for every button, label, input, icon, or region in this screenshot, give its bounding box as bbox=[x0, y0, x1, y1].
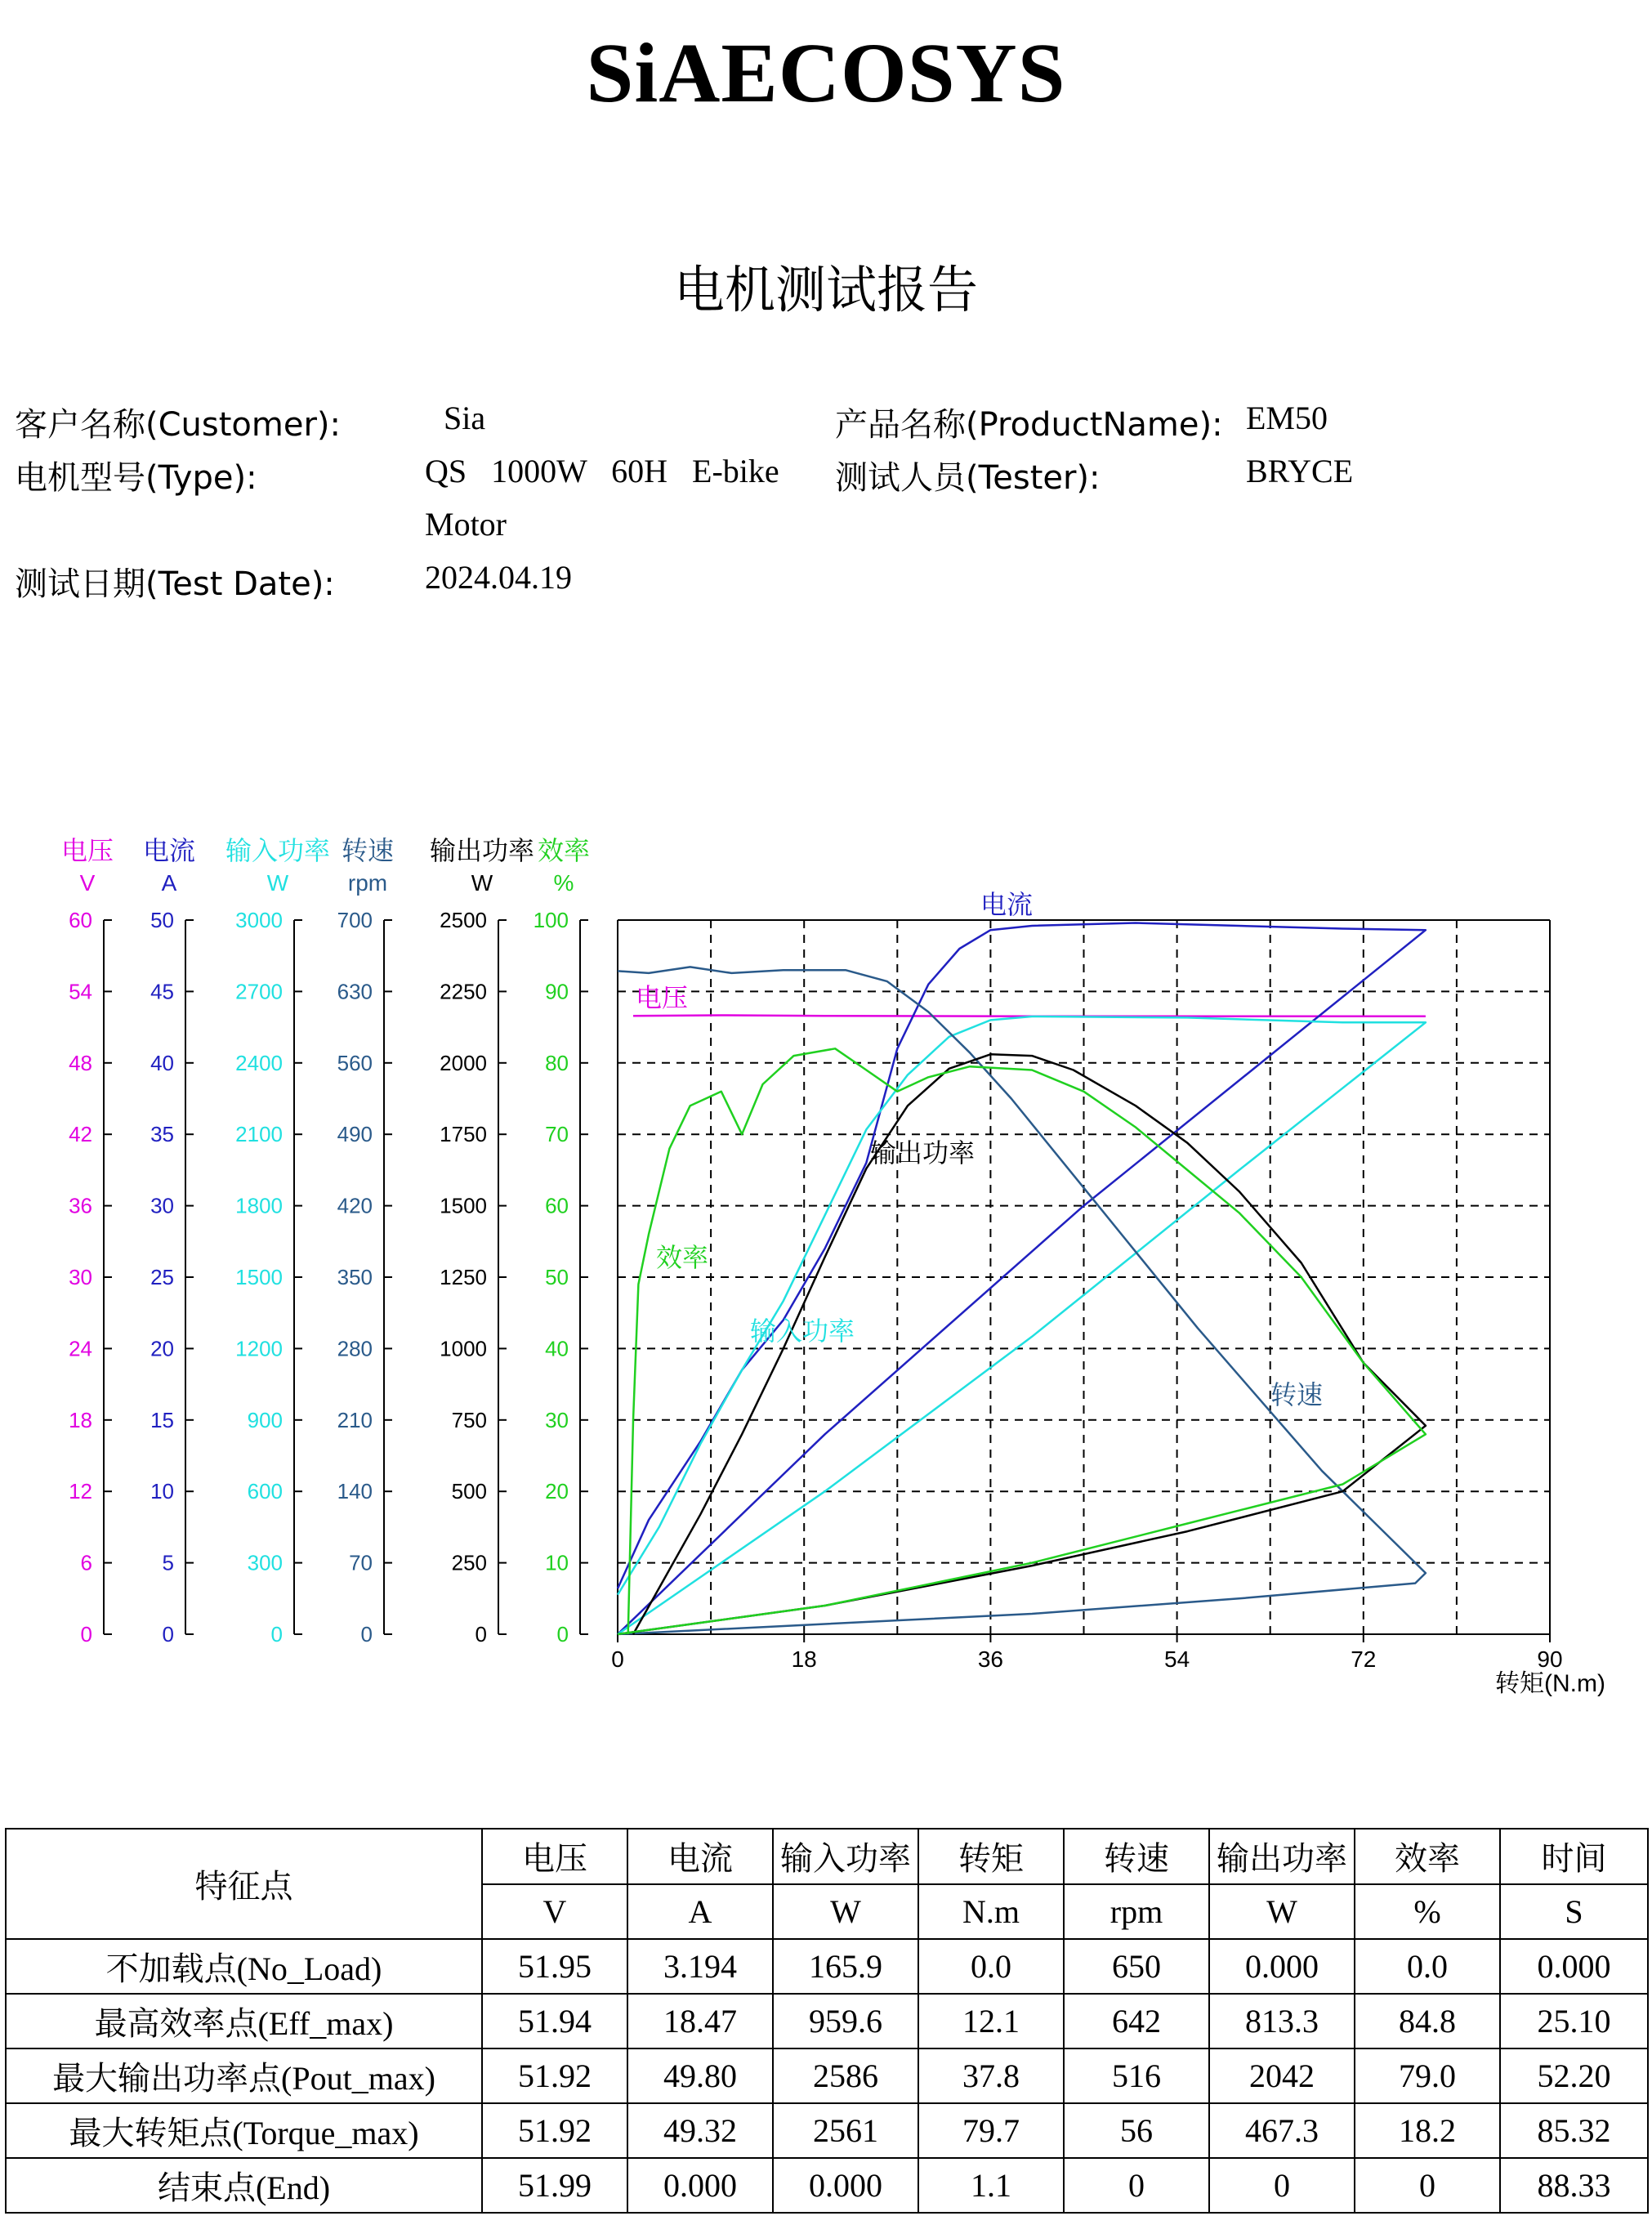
table-header-time: 时间 bbox=[1500, 1829, 1648, 1884]
table-cell: 0 bbox=[1355, 2158, 1500, 2213]
y-tick-label: 1500 bbox=[235, 1265, 283, 1289]
table-unit-voltage: V bbox=[482, 1884, 627, 1940]
curve-label: 输出功率 bbox=[870, 1138, 976, 1168]
y-tick-label: 0 bbox=[475, 1622, 487, 1646]
table-header-efficiency: 效率 bbox=[1355, 1829, 1500, 1884]
y-tick-label: 300 bbox=[247, 1550, 283, 1575]
table-row bbox=[6, 1994, 1648, 2048]
x-tick-label: 72 bbox=[1351, 1646, 1377, 1672]
table-cell: 0.000 bbox=[773, 2158, 918, 2213]
table-cell: 642 bbox=[1064, 1994, 1209, 2048]
table-cell: 0 bbox=[1064, 2158, 1209, 2213]
y-tick-label: 25 bbox=[150, 1265, 174, 1289]
y-tick-label: 2000 bbox=[440, 1050, 487, 1075]
table-unit-efficiency: % bbox=[1355, 1884, 1500, 1940]
y-tick-label: 45 bbox=[150, 979, 174, 1004]
table-header-names-row bbox=[6, 1829, 1648, 1884]
table-cell: 516 bbox=[1064, 2048, 1209, 2103]
tester-label: 测试人员(Tester): bbox=[835, 459, 1101, 497]
product-label: 产品名称(ProductName): bbox=[835, 406, 1223, 444]
table-cell: 85.32 bbox=[1500, 2103, 1648, 2158]
table-header-output-power: 输出功率 bbox=[1209, 1829, 1355, 1884]
y-axis-name: 输入功率 bbox=[225, 836, 331, 865]
y-tick-label: 10 bbox=[545, 1550, 569, 1575]
row-label: 结束点(End) bbox=[6, 2158, 482, 2213]
motor-performance-chart bbox=[0, 817, 1652, 1716]
table-cell: 51.92 bbox=[482, 2103, 627, 2158]
y-tick-label: 140 bbox=[337, 1479, 373, 1504]
curve-label: 转速 bbox=[1270, 1380, 1324, 1410]
y-tick-label: 5 bbox=[162, 1550, 174, 1575]
y-tick-label: 30 bbox=[545, 1407, 569, 1432]
y-tick-label: 700 bbox=[337, 908, 373, 932]
y-tick-label: 60 bbox=[69, 908, 92, 932]
type-value-line1: QS 1000W 60H E-bike bbox=[425, 453, 779, 489]
y-tick-label: 40 bbox=[150, 1050, 174, 1075]
test-date-value: 2024.04.19 bbox=[425, 559, 572, 596]
x-tick-label: 18 bbox=[791, 1646, 817, 1672]
series-line bbox=[618, 1048, 1426, 1634]
series-line bbox=[618, 967, 1426, 1634]
curve-label: 电流 bbox=[980, 890, 1034, 919]
x-tick-label: 54 bbox=[1164, 1646, 1190, 1672]
curve-label: 效率 bbox=[656, 1243, 709, 1272]
table-header-feature: 特征点 bbox=[6, 1829, 482, 1939]
table-unit-time: S bbox=[1500, 1884, 1648, 1940]
table-cell: 0.0 bbox=[1355, 1939, 1500, 1994]
y-tick-label: 48 bbox=[69, 1050, 92, 1075]
y-tick-label: 24 bbox=[69, 1336, 92, 1361]
y-tick-label: 600 bbox=[247, 1479, 283, 1504]
x-tick-label: 90 bbox=[1537, 1646, 1563, 1672]
table-unit-output-power: W bbox=[1209, 1884, 1355, 1940]
y-tick-label: 36 bbox=[69, 1193, 92, 1218]
y-tick-label: 900 bbox=[247, 1407, 283, 1432]
table-cell: 84.8 bbox=[1355, 1994, 1500, 2048]
y-tick-label: 0 bbox=[270, 1622, 283, 1646]
table-cell: 813.3 bbox=[1209, 1994, 1355, 2048]
table-row bbox=[6, 2103, 1648, 2158]
y-tick-label: 1750 bbox=[440, 1122, 487, 1147]
x-tick-label: 36 bbox=[977, 1646, 1003, 1672]
table-cell: 18.47 bbox=[627, 1994, 773, 2048]
y-axis-unit: rpm bbox=[347, 870, 388, 896]
y-tick-label: 0 bbox=[162, 1622, 174, 1646]
y-tick-label: 70 bbox=[545, 1122, 569, 1147]
y-tick-label: 2250 bbox=[440, 979, 487, 1004]
table-cell: 88.33 bbox=[1500, 2158, 1648, 2213]
x-tick-label: 0 bbox=[611, 1646, 624, 1672]
row-label: 最大输出功率点(Pout_max) bbox=[6, 2048, 482, 2103]
row-label: 最大转矩点(Torque_max) bbox=[6, 2103, 482, 2158]
table-cell: 0 bbox=[1209, 2158, 1355, 2213]
product-value: EM50 bbox=[1246, 400, 1328, 436]
y-axis-unit: A bbox=[161, 870, 177, 896]
y-tick-label: 20 bbox=[150, 1336, 174, 1361]
y-tick-label: 30 bbox=[69, 1265, 92, 1289]
table-cell: 0.000 bbox=[1209, 1939, 1355, 1994]
table-cell: 52.20 bbox=[1500, 2048, 1648, 2103]
curve-label: 输入功率 bbox=[750, 1316, 855, 1346]
y-tick-label: 2700 bbox=[235, 979, 283, 1004]
table-cell: 56 bbox=[1064, 2103, 1209, 2158]
y-tick-label: 10 bbox=[150, 1479, 174, 1504]
table-cell: 959.6 bbox=[773, 1994, 918, 2048]
y-tick-label: 20 bbox=[545, 1479, 569, 1504]
table-row bbox=[6, 1939, 1648, 1994]
y-tick-label: 0 bbox=[556, 1622, 569, 1646]
y-tick-label: 210 bbox=[337, 1407, 373, 1432]
table-cell: 467.3 bbox=[1209, 2103, 1355, 2158]
y-tick-label: 500 bbox=[451, 1479, 487, 1504]
table-cell: 2561 bbox=[773, 2103, 918, 2158]
row-label: 最高效率点(Eff_max) bbox=[6, 1994, 482, 2048]
y-tick-label: 3000 bbox=[235, 908, 283, 932]
type-value-line2: Motor bbox=[425, 506, 507, 543]
y-tick-label: 2500 bbox=[440, 908, 487, 932]
y-tick-label: 630 bbox=[337, 979, 373, 1004]
table-cell: 2586 bbox=[773, 2048, 918, 2103]
table-cell: 25.10 bbox=[1500, 1994, 1648, 2048]
table-header-input-power: 输入功率 bbox=[773, 1829, 918, 1884]
y-tick-label: 490 bbox=[337, 1122, 373, 1147]
y-tick-label: 35 bbox=[150, 1122, 174, 1147]
curve-label: 电压 bbox=[636, 983, 689, 1012]
series-line bbox=[618, 923, 1426, 1635]
table-cell: 0.000 bbox=[627, 2158, 773, 2213]
y-axis-unit: W bbox=[471, 870, 493, 896]
y-tick-label: 2100 bbox=[235, 1122, 283, 1147]
customer-value: Sia bbox=[444, 400, 486, 436]
y-tick-label: 0 bbox=[360, 1622, 373, 1646]
y-tick-label: 80 bbox=[545, 1050, 569, 1075]
y-axis-name: 输出功率 bbox=[429, 836, 535, 865]
y-tick-label: 60 bbox=[545, 1193, 569, 1218]
table-header-current: 电流 bbox=[627, 1829, 773, 1884]
table-cell: 49.32 bbox=[627, 2103, 773, 2158]
y-tick-label: 420 bbox=[337, 1193, 373, 1218]
y-axis-name: 效率 bbox=[537, 836, 591, 865]
y-tick-label: 90 bbox=[545, 979, 569, 1004]
report-title: 电机测试报告 bbox=[673, 260, 978, 319]
table-cell: 51.92 bbox=[482, 2048, 627, 2103]
y-axis-unit: % bbox=[553, 870, 574, 896]
y-tick-label: 100 bbox=[533, 908, 569, 932]
customer-label: 客户名称(Customer): bbox=[15, 406, 341, 444]
table-cell: 79.0 bbox=[1355, 2048, 1500, 2103]
table-cell: 650 bbox=[1064, 1939, 1209, 1994]
y-tick-label: 350 bbox=[337, 1265, 373, 1289]
y-tick-label: 1800 bbox=[235, 1193, 283, 1218]
table-cell: 2042 bbox=[1209, 2048, 1355, 2103]
y-tick-label: 1250 bbox=[440, 1265, 487, 1289]
y-tick-label: 18 bbox=[69, 1407, 92, 1432]
y-axis-unit: V bbox=[79, 870, 96, 896]
y-tick-label: 6 bbox=[80, 1550, 92, 1575]
y-tick-label: 30 bbox=[150, 1193, 174, 1218]
y-tick-label: 54 bbox=[69, 979, 92, 1004]
table-cell: 0.000 bbox=[1500, 1939, 1648, 1994]
y-tick-label: 560 bbox=[337, 1050, 373, 1075]
table-cell: 165.9 bbox=[773, 1939, 918, 1994]
test-date-label: 测试日期(Test Date): bbox=[15, 565, 335, 603]
x-axis-label: 转矩(N.m) bbox=[1495, 1670, 1605, 1697]
tester-value: BRYCE bbox=[1246, 453, 1354, 489]
y-axis-unit: W bbox=[266, 870, 289, 896]
row-label: 不加载点(No_Load) bbox=[6, 1939, 482, 1994]
y-tick-label: 1200 bbox=[235, 1336, 283, 1361]
table-cell: 12.1 bbox=[918, 1994, 1064, 2048]
table-cell: 1.1 bbox=[918, 2158, 1064, 2213]
y-tick-label: 40 bbox=[545, 1336, 569, 1361]
feature-points-table bbox=[5, 1828, 1649, 2214]
series-line bbox=[618, 1016, 1426, 1634]
table-cell: 3.194 bbox=[627, 1939, 773, 1994]
table-cell: 51.99 bbox=[482, 2158, 627, 2213]
y-axis-name: 电流 bbox=[142, 836, 196, 865]
y-tick-label: 1000 bbox=[440, 1336, 487, 1361]
y-tick-label: 2400 bbox=[235, 1050, 283, 1075]
y-tick-label: 1500 bbox=[440, 1193, 487, 1218]
table-row bbox=[6, 2158, 1648, 2213]
y-tick-label: 50 bbox=[545, 1265, 569, 1289]
y-tick-label: 50 bbox=[150, 908, 174, 932]
table-cell: 79.7 bbox=[918, 2103, 1064, 2158]
y-tick-label: 280 bbox=[337, 1336, 373, 1361]
y-axis-name: 转速 bbox=[341, 836, 395, 865]
table-unit-current: A bbox=[627, 1884, 773, 1940]
y-axis-name: 电压 bbox=[60, 836, 114, 865]
table-unit-input-power: W bbox=[773, 1884, 918, 1940]
y-tick-label: 70 bbox=[349, 1550, 373, 1575]
y-tick-label: 42 bbox=[69, 1122, 92, 1147]
table-cell: 51.94 bbox=[482, 1994, 627, 2048]
table-row bbox=[6, 2048, 1648, 2103]
table-header-torque: 转矩 bbox=[918, 1829, 1064, 1884]
type-label: 电机型号(Type): bbox=[15, 459, 257, 497]
y-tick-label: 12 bbox=[69, 1479, 92, 1504]
table-unit-torque: N.m bbox=[918, 1884, 1064, 1940]
y-tick-label: 750 bbox=[451, 1407, 487, 1432]
brand-logo: SiAECOSYS bbox=[586, 26, 1066, 120]
table-unit-speed: rpm bbox=[1064, 1884, 1209, 1940]
y-tick-label: 250 bbox=[451, 1550, 487, 1575]
table-cell: 0.0 bbox=[918, 1939, 1064, 1994]
table-cell: 18.2 bbox=[1355, 2103, 1500, 2158]
table-cell: 37.8 bbox=[918, 2048, 1064, 2103]
table-header-speed: 转速 bbox=[1064, 1829, 1209, 1884]
y-tick-label: 0 bbox=[80, 1622, 92, 1646]
table-cell: 51.95 bbox=[482, 1939, 627, 1994]
y-tick-label: 15 bbox=[150, 1407, 174, 1432]
table-cell: 49.80 bbox=[627, 2048, 773, 2103]
table-header-voltage: 电压 bbox=[482, 1829, 627, 1884]
